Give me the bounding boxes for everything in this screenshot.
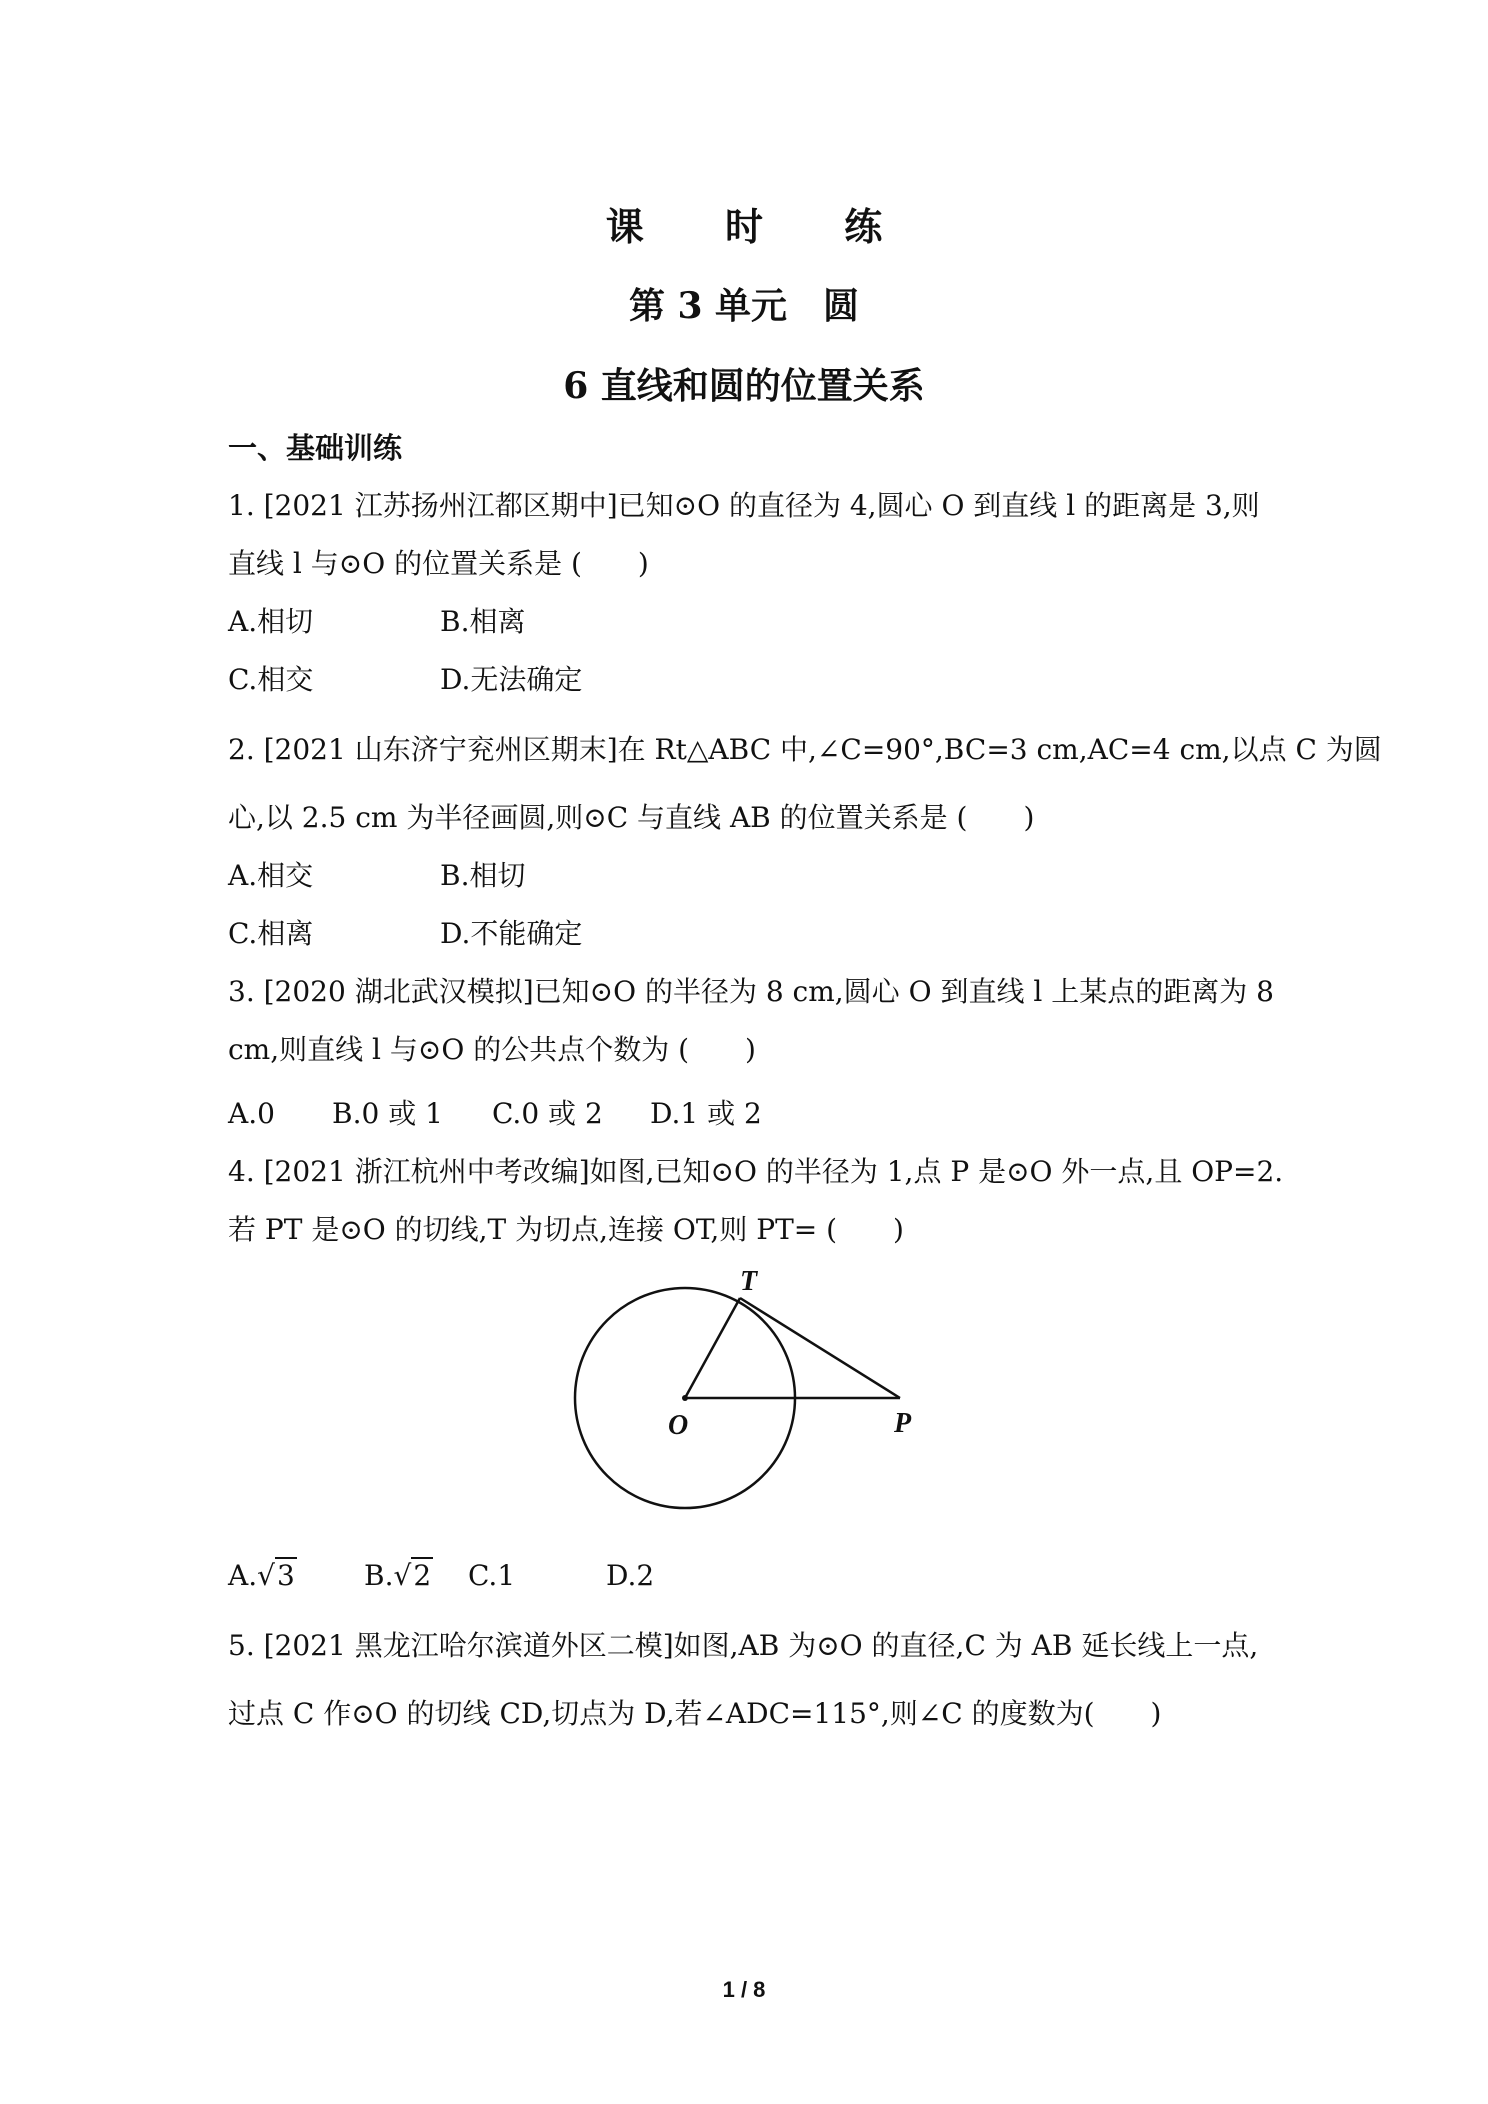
q4-line1: 4. [2021 浙江杭州中考改编]如图,已知⊙O 的半径为 1,点 P 是⊙O 外一点,且 OP=2. — [228, 1155, 1284, 1188]
q4-line2: 若 PT 是⊙O 的切线,T 为切点,连接 OT,则 PT= ( ) — [228, 1213, 904, 1246]
q4-option-b-prefix: B. — [364, 1559, 394, 1592]
circle-tangent-figure — [560, 1268, 940, 1518]
segment-ot — [685, 1298, 740, 1398]
q2-line2: 心,以 2.5 cm 为半径画圆,则⊙C 与直线 AB 的位置关系是 ( ) — [228, 801, 1035, 834]
q1-line1: 1. [2021 江苏扬州江都区期中]已知⊙O 的直径为 4,圆心 O 到直线 l 的距离是 3,则 — [228, 489, 1260, 522]
q4-option-c: C.1 — [468, 1559, 516, 1592]
q4-option-a-radicand: 3 — [276, 1559, 295, 1592]
q4-option-b-radicand: 2 — [413, 1559, 432, 1592]
q1-option-b: B.相离 — [440, 605, 526, 638]
center-point-o — [682, 1395, 688, 1401]
q4-option-b — [364, 1556, 433, 1596]
q2-option-a: A.相交 — [228, 859, 314, 892]
q1-line2: 直线 l 与⊙O 的位置关系是 ( ) — [228, 547, 649, 580]
label-t: T — [740, 1268, 758, 1297]
q2-option-d: D.不能确定 — [440, 917, 583, 950]
sqrt-symbol: √3 — [257, 1559, 295, 1592]
q5-line1: 5. [2021 黑龙江哈尔滨道外区二模]如图,AB 为⊙O 的直径,C 为 AB 延长线上一点, — [228, 1629, 1259, 1662]
q1-option-c: C.相交 — [228, 663, 314, 696]
q4-option-a-prefix: A. — [228, 1559, 258, 1592]
q3-option-c: C.0 或 2 — [492, 1097, 603, 1130]
page-number: 1 / 8 — [722, 1977, 766, 2002]
q3-option-b: B.0 或 1 — [332, 1097, 443, 1130]
page-title: 课 时 练 — [605, 204, 917, 249]
sqrt-symbol: √2 — [393, 1559, 432, 1592]
q4-option-d: D.2 — [606, 1559, 655, 1592]
q3-option-a: A.0 — [228, 1097, 275, 1130]
label-p: P — [894, 1408, 912, 1439]
q1-option-a: A.相切 — [228, 605, 314, 638]
q2-line1: 2. [2021 山东济宁兖州区期末]在 Rt△ABC 中,∠C=90°,BC=3 cm,AC=4 cm,以点 C 为圆 — [228, 733, 1382, 766]
q2-option-b: B.相切 — [440, 859, 526, 892]
q5-line2: 过点 C 作⊙O 的切线 CD,切点为 D,若∠ADC=115°,则∠C 的度数为( ) — [228, 1697, 1162, 1730]
q1-option-d: D.无法确定 — [440, 663, 583, 696]
lesson-title: 6 直线和圆的位置关系 — [563, 365, 925, 407]
unit-title: 第 3 单元 圆 — [628, 285, 860, 327]
label-o: O — [668, 1410, 689, 1441]
section-heading: 一、基础训练 — [228, 431, 403, 465]
tangent-pt — [740, 1298, 900, 1398]
q3-line2: cm,则直线 l 与⊙O 的公共点个数为 ( ) — [228, 1033, 756, 1066]
q4-option-a — [228, 1556, 297, 1596]
q3-line1: 3. [2020 湖北武汉模拟]已知⊙O 的半径为 8 cm,圆心 O 到直线 l 上某点的距离为 8 — [228, 975, 1274, 1008]
q3-option-d: D.1 或 2 — [650, 1097, 762, 1130]
q2-option-c: C.相离 — [228, 917, 314, 950]
